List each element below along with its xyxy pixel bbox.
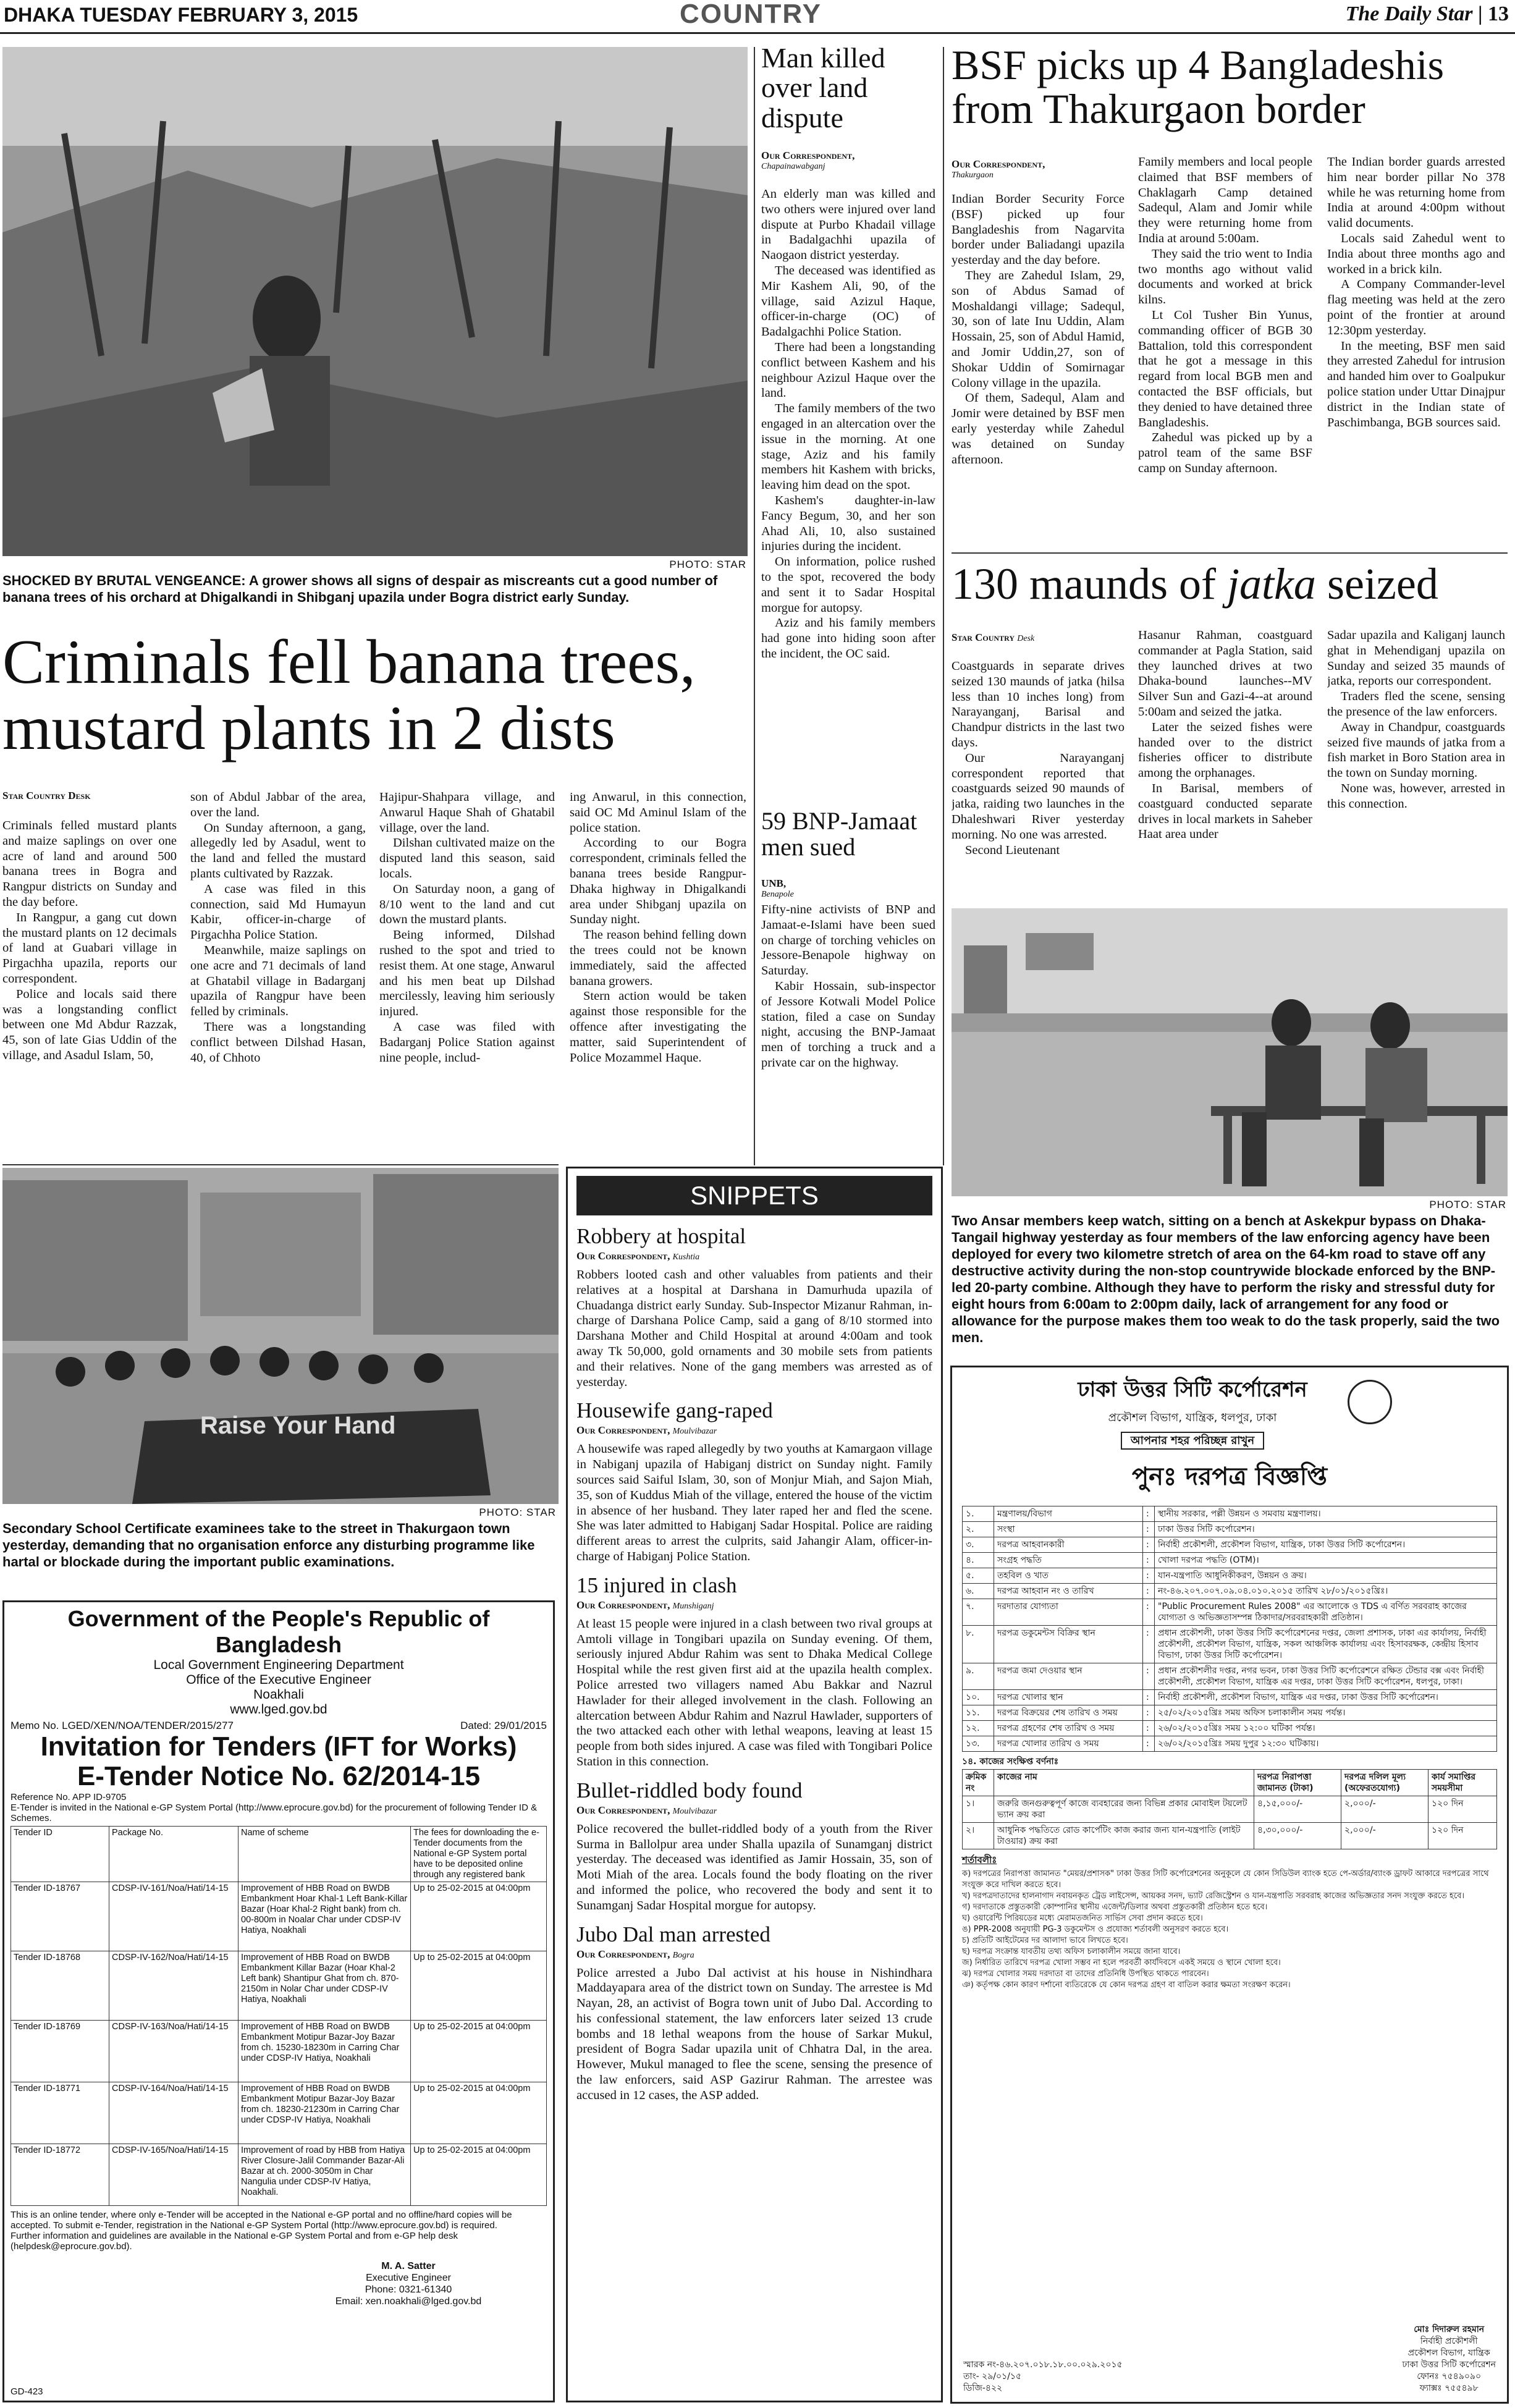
bsf-col-1 [952, 192, 1125, 544]
cell: CDSP-IV-163/Noa/Hati/14-15 [109, 2020, 238, 2082]
masthead: The Daily Star [1345, 2, 1473, 25]
cell: : [1143, 1626, 1155, 1663]
banana-col-1 [2, 818, 177, 1164]
jatka-col-3 [1327, 628, 1505, 895]
snippet-heading: Robbery at hospital [576, 1224, 746, 1248]
tender-phone: Phone: 0321-61340 [365, 2284, 452, 2295]
snippet-place: Munshiganj [672, 1601, 714, 1611]
bsf-c2-p3: Lt Col Tusher Bin Yunus, commanding officer of BGB 30 Battalion, told this correspondent that he got a message in this regard from local BGB men and contacted the BSF officials, but they denied to have detained three Bangladeshis. [1138, 308, 1312, 429]
jatka-c1-p2: Our Narayanganj correspondent reported that coastguards seized 90 maunds of jatka, raiding two launches in the Dhaleshwari River yesterday morning. No one was arrested. [952, 751, 1125, 842]
cell: ৫. [963, 1568, 994, 1584]
table-row [11, 2082, 547, 2144]
tender-title: Invitation for Tenders (IFT for Works) [40, 1731, 517, 1762]
cell: সংস্থা [994, 1522, 1143, 1537]
dncc-signature [1402, 2324, 1496, 2394]
dncc-heading: পুনঃ দরপত্র বিজ্ঞপ্তি [1131, 1463, 1328, 1491]
mk-p6: On information, police rushed to the spot, recovered the body and sent it to Sadar Hospital morgue for autopsy. [761, 555, 935, 615]
cell: : [1143, 1537, 1155, 1553]
banana-c1-p3: Police and locals said there was a longstanding conflict between one Md Abdur Razzak, 45, son of late Gias Uddin of the village, and Asadul Islam, 50, [2, 987, 177, 1062]
cell: কার্য সমাপ্তির সময়সীমা [1428, 1770, 1497, 1796]
banana-caption-text: A grower shows all signs of despair as miscreants cut a good number of banana trees of his orchard at Dhigalkandi in Shibganj upazila under Bogra district early Sunday. [2, 573, 718, 605]
banana-c4-p4: Stern action would be taken against those responsible for the offence after investigating the matter, said Superintendent of Police Mozammel Haque. [570, 989, 746, 1065]
tender-sign-name: M. A. Satter [381, 2260, 436, 2271]
table-row [963, 1721, 1497, 1736]
mk-p4: The family members of the two engaged in an altercation over the issue in the morning. At one stage, Aziz and his family members hit Kashem with bricks, leaving him dead on the spot. [761, 402, 935, 492]
cell: মন্ত্রণালয়/বিভাগ [994, 1506, 1143, 1522]
cell: Improvement of HBB Road on BWDB Embankment Killar Bazar (Hoar Khal-2 Left bank) Shantipur Ghat from ch. 870-2150m in Nolar Char under CDSP-IV Hatiya, Noakhali [238, 1951, 411, 2020]
section-title: COUNTRY [680, 0, 822, 29]
cell: দরপত্র আহবানকারী [994, 1537, 1143, 1553]
man-killed-byline [761, 150, 932, 172]
tender-table [11, 1826, 547, 2206]
bsf-col-3 [1327, 154, 1505, 544]
jatka-headline-c: seized [1315, 559, 1438, 609]
snippet-place: Moulvibazar [672, 1806, 717, 1816]
banana-col-4 [570, 790, 746, 1164]
jatka-col-1 [952, 659, 1125, 895]
bsf-place: Thakurgaon [952, 171, 994, 180]
banana-photo-credit: PHOTO: STAR [669, 559, 746, 570]
cell: নির্বাহী প্রকৌশলী, প্রকৌশল বিভাগ, যান্ত্রিক, ঢাকা উত্তর সিটি কর্পোরেশন। [1155, 1537, 1497, 1553]
tender-memo-line [11, 1720, 547, 1732]
table-row [11, 2144, 547, 2205]
cell: ৬. [963, 1584, 994, 1599]
cell: : [1143, 1506, 1155, 1522]
bsf-c2-p2: They said the trio went to India two months ago without valid documents and worked at brick kilns. [1138, 247, 1312, 307]
list-item: জ) নির্ধারিত তারিখে দরপত্র খোলা সম্ভব না হলে পরবর্তী কার্যদিবসে একই সময়ে ও স্থানে খোলা হবে। [962, 1958, 1281, 1967]
table-row [11, 1951, 547, 2020]
cell: ১৩. [963, 1736, 994, 1752]
banana-c3-p2: Dilshan cultivated maize on the disputed land this season, said locals. [379, 836, 555, 881]
dncc-memo [963, 2359, 1123, 2394]
snippet-text: At least 15 people were injured in a clash between two rival groups at Amtoli village in Tongibari upazila on Sunday evening. Of them, seriously injured Abdur Rahim was sent to Dhaka Medical College Hospital while the rest given first aid at the upazila health complex. Police arrested two villagers named Abu Bakkar and Nazrul Hawlader for their alleged involvement in the clash. Following an altercation between Abdur Rahim and Nazrul Hawlader, supporters of the two attacked each other with lethal weapons, leaving at least 15 people from both sides injured. A case was filed with Tongibari Police Station in this connection. [576, 1616, 932, 1768]
ssc-photo [2, 1168, 559, 1504]
cell: : [1143, 1584, 1155, 1599]
tender-note-1: This is an online tender, where only e-Tender will be accepted in the National e-GP portal and no offline/hard copies will be accepted. To submit e-Tender, registration in the National e-GP System Portal (http://www.eprocure.gov.bd) is required. [11, 2209, 512, 2231]
table-row [11, 1882, 547, 1951]
cell: প্রধান প্রকৌশলীর দপ্তর, নগর ভবন, ঢাকা উত্তর সিটি কর্পোরেশনে রক্ষিত টেন্ডার বক্স এবং নির্বাহী প্রকৌশলী, প্রকৌশল বিভাগ, যান্ত্রিক এর দপ্তর, ঢাকা উত্তর সিটি কর্পোরেশন, ধলপুর, ঢাকা। [1155, 1663, 1497, 1690]
cell: ৩. [963, 1537, 994, 1553]
dncc-memo-date: তাং- ২৯/০১/১৫ [963, 2372, 1022, 2381]
table-row [963, 1599, 1497, 1626]
page-header [0, 0, 1515, 34]
cell: কাজের নাম [994, 1770, 1254, 1796]
cell: জরুরি জনগুরুত্বপূর্ণ কাজে ব্যবহারের জন্য বিভিন্ন প্রকার মোবাইল টয়লেট ভ্যান ক্রয় করা [994, 1796, 1254, 1823]
cell: : [1143, 1522, 1155, 1537]
dncc-info-table [962, 1506, 1497, 1752]
list-item: চ) প্রতিটি আইটেমের দর আলাদা ভাবে লিখতে হবে। [962, 1936, 1128, 1945]
jatka-c1-p3: Second Lieutenant [965, 843, 1060, 857]
bsf-headline: BSF picks up 4 Bangladeshis from Thakurgaon border [952, 41, 1445, 133]
cell: ১২০ দিন [1428, 1796, 1497, 1823]
banana-c2-p5: There was a longstanding conflict between Dilshad Hasan, 40, of Chhoto [190, 1020, 366, 1065]
cell: Tender ID-18772 [11, 2144, 109, 2205]
ssc-photo-credit: PHOTO: STAR [479, 1506, 556, 1518]
th-tender-id: Tender ID [11, 1826, 109, 1882]
jatka-headline-a: 130 maunds of [952, 559, 1227, 609]
page-number: 13 [1488, 2, 1509, 25]
cell: দরদাতার যোগ্যতা [994, 1599, 1143, 1626]
banana-photo [2, 47, 748, 556]
cell: ১২. [963, 1721, 994, 1736]
dncc-phone: ফোনঃ ৭৫৪৯০৯০ [1417, 2372, 1482, 2381]
banana-c3-p4: Being informed, Dilshad rushed to the spot and tried to resist them. At one stage, Anwarul and his men beat up Dilshad mercilessly, leaving him seriously injured. [379, 928, 555, 1019]
cell: সংগ্রহ পদ্ধতি [994, 1553, 1143, 1568]
snippet-place: Kushtia [672, 1253, 700, 1262]
bnp-p1: Fifty-nine activists of BNP and Jamaat-e-Islami have been sued on charge of torching vehicles on Jessore-Benapole highway on Saturday. [761, 903, 935, 978]
jatka-c3-p1: Sadar upazila and Kaliganj launch ghat in Mehendiganj upazila on Sunday and seized 35 maunds of jatka, reports our correspondent. [1327, 628, 1505, 688]
tender-gov: Government of the People's Republic of Bangladesh [67, 1606, 490, 1657]
tender-intro: E-Tender is invited in the National e-GP System Portal (http://www.eprocure.gov.bd) for the procurement of following Tender ID & Schemes. [11, 1802, 538, 1823]
cell: ১২০ দিন [1428, 1823, 1497, 1849]
dncc-notice [950, 1366, 1509, 2404]
table-row [963, 1553, 1497, 1568]
dncc-work-table [962, 1769, 1497, 1849]
snippet-byline [576, 1599, 932, 1612]
cell: Improvement of road by HBB from Hatiya River Closure-Jalil Commander Bazar-Ali Bazar at ch. 2000-3050m in Char Nangulia under CDSP-IV Hatiya, Noakhali. [238, 2144, 411, 2205]
banana-c2-p4: Meanwhile, maize saplings on one acre and 71 decimals of land at Ghatabil village in Badarganj upazila of Rangpur have been felled by criminals. [190, 943, 366, 1019]
snippet-text: Robbers looted cash and other valuables from patients and their relatives at a hospital at Darshana in Damurhuda upazila of Chuadanga district early Sunday. Sub-Inspector Mizanur Rahman, in-charge of Darshana Police Camp, said a gang of 8/10 stormed into Darshana Mother and Child Hospital at around 4:00am and took away Tk 50,000, gold ornaments and 30 mobile sets from patients and their relatives. None of the gang members was arrested as of yesterday. [576, 1268, 932, 1389]
table-row [11, 2020, 547, 2082]
mk-p5: Kashem's daughter-in-law Fancy Begum, 30, and her son Ahad Ali, 10, also sustained injuries during the incident. [761, 493, 935, 554]
cell: নং-৪৬.২০৭.০০৭.০৯.০৪.০১০.২০১৫ তারিখ ২৮/০১/২০১৫খ্রিঃ। [1155, 1584, 1497, 1599]
snippet-by: Our Correspondent, [576, 1804, 670, 1816]
snippet-place: Bogra [672, 1950, 694, 1960]
cell: তহবিল ও খাত [994, 1568, 1143, 1584]
jatka-c3-p2: Traders fled the scene, sensing the presence of the law enforcers. [1327, 690, 1505, 719]
bsf-c2-p4: Zahedul was picked up by a patrol team of the same BSF camp on Sunday afternoon. [1138, 431, 1312, 475]
table-row [963, 1770, 1497, 1796]
cell: ঢাকা উত্তর সিটি কর্পোরেশন। [1155, 1522, 1497, 1537]
bsf-c2-p1: Family members and local people claimed that BSF members of Chaklagarh Camp detained Sadequl, Alam and Jomir while they were returning home from India at around 5:00am. [1138, 155, 1312, 245]
snippet-heading: Jubo Dal man arrested [576, 1922, 770, 1946]
divider [754, 47, 755, 1165]
mk-p3: There had been a longstanding conflict between Kashem and his neighbour Azizul Haque over the land. [761, 340, 935, 400]
cell: ৮. [963, 1626, 994, 1663]
tender-note-2: Further information and guidelines are available in the National e-GP System Portal and from e-GP help desk (helpdesk@eprocure.gov.bd). [11, 2230, 458, 2252]
dncc-sign-line: প্রকৌশল বিভাগ, যান্ত্রিক [1407, 2348, 1490, 2358]
ansar-caption: Two Ansar members keep watch, sitting on a bench at Askekpur bypass on Dhaka-Tangail highway yesterday as four members of the law enforcing agency have been deployed for every two kilometre stretch of area on the 64-km road to stave off any destructive activity during the non-stop countrywide blockade enforced by the BNP-led 20-party combine. Although they have to perform the risky and stressful duty for eight hours from 6:00am to 2:00pm daily, lack of arrangement for any food or allowance for the purpose makes them too weak to do the task properly, said the two men. [952, 1213, 1500, 1345]
bnp-byline-text: UNB, [761, 877, 787, 889]
cell: Tender ID-18768 [11, 1951, 109, 2020]
mk-p1: An elderly man was killed and two others were injured over land dispute at Purbo Khadail village in Badalgachhi upazila of Naogaon district yesterday. [761, 187, 935, 263]
table-row [963, 1690, 1497, 1705]
dncc-sub: প্রকৌশল বিভাগ, যান্ত্রিক, ধলপুর, ঢাকা [1108, 1411, 1277, 1424]
jatka-c2-p2: Later the seized fishes were handed over to the district fisheries officer to distribute among the orphanages. [1138, 720, 1312, 780]
th-scheme: Name of scheme [238, 1826, 411, 1882]
banana-c3-p3: On Saturday noon, a gang of 8/10 went to the land and cut down the mustard plants. [379, 882, 555, 927]
cell: Tender ID-18769 [11, 2020, 109, 2082]
bsf-c3-p2: Locals said Zahedul went to India about three months ago and worked in a brick kiln. [1327, 231, 1505, 276]
mk-p7: Aziz and his family members had gone into hiding soon after the incident, the OC said. [761, 616, 935, 661]
tender-dept: Local Government Engineering Department [153, 1658, 404, 1672]
bnp-p2: Kabir Hossain, sub-inspector of Jessore Kotwali Model Police station, filed a case on Sunday night, accusing the BNP-Jamaat men of torching a truck and a private car on the highway. [761, 979, 935, 1070]
cell: দরপত্র বিক্রয়ের শেষ তারিখ ও সময় [994, 1705, 1143, 1721]
table-row [963, 1663, 1497, 1690]
cell: : [1143, 1721, 1155, 1736]
tender-table-header [11, 1826, 547, 1882]
ansar-photo-credit: PHOTO: STAR [1429, 1199, 1506, 1210]
cell: যান-যন্ত্রপাতি আধুনিকীকরণ, উন্নয়ন ও ক্রয়। [1155, 1568, 1497, 1584]
cell: : [1143, 1663, 1155, 1690]
jatka-c3-p3: Away in Chandpur, coastguards seized five maunds of jatka from a fish market in Boro Station area in the town on Sunday morning. [1327, 720, 1505, 780]
cell: Up to 25-02-2015 at 04:00pm [411, 2082, 547, 2144]
table-row [963, 1823, 1497, 1849]
snippet-byline [576, 1250, 932, 1262]
cell: Up to 25-02-2015 at 04:00pm [411, 2020, 547, 2082]
cell: দরপত্র দলিল মূল্য (অফেরতযোগ্য) [1341, 1770, 1428, 1796]
cell: আধুনিক পদ্ধতিতে রোড কার্পেটিং কাজ করার জন্য যান-যন্ত্রপাতি (লাইট টাওয়ার) ক্রয় করা [994, 1823, 1254, 1849]
jatka-byline-text: Star Country [952, 632, 1015, 643]
list-item: ঙ) PPR-2008 অনুযায়ী PG-3 ডকুমেন্টস ও প্রযোজ্য শর্তাবলী অনুসরণ করতে হবে। [962, 1925, 1229, 1934]
cell: দরপত্র খোলার তারিখ ও সময় [994, 1736, 1143, 1752]
cell: ৪,৩০,০০০/- [1254, 1823, 1341, 1849]
cell: Tender ID-18767 [11, 1882, 109, 1951]
bsf-c1-p2: They are Zahedul Islam, 29, son of Abdus Samad of Moshaldangi village; Sadequl, 30, son of late Inu Uddin, Alam Hossain, 25, son of Abdul Hamid, and Jomir Uddin,27, son of Shokar Uddin of Somirnagar Colony village in the upazila. [952, 268, 1125, 390]
cell: দরপত্র আহবান নং ও তারিখ [994, 1584, 1143, 1599]
jatka-c2-p3: In Barisal, members of coastguard conducted separate drives in local markets in Saheber Haat area under [1138, 781, 1312, 842]
bnp-body [761, 902, 935, 1162]
banana-col-2 [190, 790, 366, 1164]
dncc-conditions [962, 1869, 1497, 1991]
dncc-memo-no: স্মারক নং-৪৬.২০৭.০১৮.১৮.০০.০২৯.২০১৫ [963, 2360, 1123, 2370]
cell: ১. [963, 1506, 994, 1522]
snippet-byline [576, 1424, 932, 1437]
cell: Improvement of HBB Road on BWDB Embankment Motipur Bazar-Joy Bazar from ch. 18230-21230m in Carring Char under CDSP-IV Hatiya, Noakhali [238, 2082, 411, 2144]
bsf-c3-p1: The Indian border guards arrested him near border pillar No 378 while he was returning home from India at around 4:00pm without valid documents. [1327, 155, 1505, 230]
snippets-box [566, 1167, 943, 2402]
cell: ৭. [963, 1599, 994, 1626]
dncc-sign-line: ঢাকা উত্তর সিটি কর্পোরেশন [1402, 2360, 1496, 2370]
dncc-sign-name: মোঃ দিদারুল রহমান [1414, 2325, 1485, 2334]
cell: ২. [963, 1522, 994, 1537]
jatka-byline [952, 632, 1125, 644]
snippet-heading: Housewife gang-raped [576, 1398, 773, 1423]
tender-office: Office of the Executive Engineer [186, 1673, 371, 1687]
jatka-c1-p1: Coastguards in separate drives seized 130 maunds of jatka (hilsa less than 10 inches long) from Narayanganj, Barisal and Chandpur districts in the last two days. [952, 659, 1125, 750]
banana-c4-p1: ing Anwarul, in this connection, said OC Md Aminul Islam of the police station. [570, 790, 746, 835]
rule-h [952, 552, 1508, 554]
mk-p2: The deceased was identified as Mir Kashem Ali, 90, of the village, said Azizul Haque, officer-in-charge (OC) of Badalgachhi Police Station. [761, 263, 935, 339]
banana-c3-p5: A case was filed with Badarganj Police Station against nine people, includ- [379, 1020, 555, 1065]
bsf-byline-text: Our Correspondent, [952, 158, 1045, 170]
ssc-banner-text: Raise Your Hand [200, 1412, 396, 1439]
bnp-place: Benapole [761, 890, 794, 899]
cell: দরপত্র ডকুমেন্টস বিক্রির স্থান [994, 1626, 1143, 1663]
tender-notice-no: E-Tender Notice No. 62/2014-15 [77, 1761, 481, 1792]
bnp-headline: 59 BNP-Jamaat men sued [761, 807, 918, 861]
list-item: ঘ) ওয়ারেন্টি পিরিয়ডের মধ্যে মেরামতজনিত সার্ভিস সেবা প্রদান করতে হবে। [962, 1914, 1203, 1923]
table-row [963, 1506, 1497, 1522]
cell: Up to 25-02-2015 at 04:00pm [411, 1951, 547, 2020]
cell: ২৫/০২/২০১৫খ্রিঃ সময় অফিস চলাকালীন সময় পর্যন্ত। [1155, 1705, 1497, 1721]
table-row [963, 1584, 1497, 1599]
bsf-col-2 [1138, 154, 1312, 544]
cell: ২,০০০/- [1341, 1823, 1428, 1849]
list-item: ক) দরপত্রের নিরাপত্তা জামানত "মেয়র/প্রশাসক" ঢাকা উত্তর সিটি কর্পোরেশনের অনুকূলে যে কোন সিডিউল ব্যাংক হতে পে-অর্ডার/ব্যাংক ড্রাফট আকারে দরপত্রের সাথে সংযুক্ত করে দাখিল করতে হবে। [962, 1869, 1489, 1890]
snippet-by: Our Correspondent, [576, 1948, 670, 1960]
snippet-text: Police recovered the bullet-riddled body of a youth from the River Surma in Ballolpur area under Shalla upazila of Sunamganj district yesterday. The deceased was identified as Jamir Hossain, 35, son of Moti Miah of the area. Locals found the body floating on the river and informed the police, who recovered the body and sent it to Sunamganj Sadar Hospital morgue for autopsy. [576, 1822, 932, 1912]
bsf-c3-p4: In the meeting, BSF men said they arrested Zahedul for intrusion and handed him over to Goalpukur police station under Uttar Dinajpur district in the Indian state of Paschimbanga, BGB sources said. [1327, 339, 1505, 429]
dncc-sign-line: নির্বাহী প্রকৌশলী [1420, 2336, 1478, 2346]
cell: CDSP-IV-165/Noa/Hati/14-15 [109, 2144, 238, 2205]
cell: : [1143, 1599, 1155, 1626]
cell: : [1143, 1553, 1155, 1568]
cell: Up to 25-02-2015 at 04:00pm [411, 1882, 547, 1951]
tender-sign-title: Executive Engineer [366, 2272, 451, 2283]
bsf-c1-p1: Indian Border Security Force (BSF) picked up four Bangladeshis from Nagarvita border under Baliadangi upazila yesterday and the day before. [952, 192, 1125, 268]
table-row [963, 1796, 1497, 1823]
cell: ১০. [963, 1690, 994, 1705]
snippets-title: SNIPPETS [576, 1176, 932, 1215]
dncc-cond-title: শর্তাবলীঃ [962, 1854, 997, 1865]
list-item: খ) দরপত্রদাতাদের হালনাগাদ নবায়নকৃত ট্রেড লাইসেন্স, আয়কর সনদ, ভ্যাট রেজিস্ট্রেশন ও যান-যন্ত্রপাতি সরবরাহ কাজের অভিজ্ঞতার সনদ সংযুক্ত করতে হবে। [962, 1891, 1464, 1901]
man-killed-byline-text: Our Correspondent, [761, 150, 855, 161]
cell: : [1143, 1568, 1155, 1584]
list-item: ঞ) কর্তৃপক্ষ কোন কারণ দর্শানো ব্যতিরেকে যে কোন দরপত্র গ্রহণ বা বাতিল করার ক্ষমতা সংরক্ষণ করেন। [962, 1980, 1291, 1990]
dncc-desc-label: ১৪. কাজের সংক্ষিপ্ত বর্ণনাঃ [962, 1757, 1059, 1767]
banana-c1-p2: In Rangpur, a gang cut down the mustard plants on 12 decimals of land at Guabari village in Pirgachha upazila, reports our correspondent. [2, 910, 177, 986]
cell: CDSP-IV-161/Noa/Hati/14-15 [109, 1882, 238, 1951]
banana-caption [2, 572, 750, 606]
snippet-place: Moulvibazar [672, 1427, 717, 1437]
list-item: ঝ) দরপত্র খোলার সময় দরদাতা বা তাদের প্রতিনিধি উপস্থিত থাকতে পারবেন। [962, 1969, 1209, 1979]
table-row [963, 1626, 1497, 1663]
banana-col-3 [379, 790, 555, 1164]
banana-c2-p2: On Sunday afternoon, a gang, allegedly led by Asadul, went to the land and felled the mustard plants cultivated by Razzak. [190, 821, 366, 881]
cell: : [1143, 1690, 1155, 1705]
banana-caption-lead: SHOCKED BY BRUTAL VENGEANCE: [2, 573, 246, 588]
cell: দরপত্র নিরাপত্তা জামানত (টাকা) [1254, 1770, 1341, 1796]
banana-c1-p1: Criminals felled mustard plants and maize saplings on over one acre of land and around 500 banana trees in Bogra and Rangpur districts on Sunday and the day before. [2, 819, 177, 909]
cell: ১১. [963, 1705, 994, 1721]
jatka-place: Desk [1017, 634, 1035, 643]
cell: প্রধান প্রকৌশলী, ঢাকা উত্তর সিটি কর্পোরেশনের দপ্তর, জেলা প্রশাসক, ঢাকা এর কার্যালয়, নির্বাহী প্রকৌশলী, প্রকৌশল বিভাগ, যান্ত্রিক, সকল আঞ্চলিক কার্যালয় এবং হিসাবরক্ষক, কেন্দ্রীয় হিসাব বিভাগ, ঢাকা উত্তর সিটি কর্পোরেশন। [1155, 1626, 1497, 1663]
snippet-by: Our Correspondent, [576, 1250, 670, 1262]
dncc-title: ঢাকা উত্তর সিটি কর্পোরেশন [1078, 1377, 1307, 1402]
jatka-headline [952, 561, 1508, 608]
bsf-c3-p3: A Company Commander-level flag meeting was held at the zero point of the frontier at around 12:30pm yesterday. [1327, 277, 1505, 337]
tender-code: GD-423 [11, 2386, 43, 2397]
cell: "Public Procurement Rules 2008" এর আলোকে ও TDS এ বর্ণিত সরবরাহ কাজের যোগ্যতা ও অভিজ্ঞতাসম্পন্ন ঠিকাদার/সরবরাহকারী প্রতিষ্ঠান। [1155, 1599, 1497, 1626]
tender-email: Email: xen.noakhali@lged.gov.bd [335, 2296, 482, 2307]
tender-signature [270, 2260, 547, 2307]
table-row [963, 1568, 1497, 1584]
man-killed-place: Chapainawabganj [761, 162, 825, 171]
cell: স্থানীয় সরকার, পল্লী উন্নয়ন ও সমবায় মন্ত্রণালয়। [1155, 1506, 1497, 1522]
tender-memo: Memo No. LGED/XEN/NOA/TENDER/2015/277 [11, 1720, 234, 1731]
ssc-caption: Secondary School Certificate examinees take to the street in Thakurgaon town yesterday, demanding that no organisation enforce any disturbing programme like hartal or blockade during the important public examinations. [2, 1521, 535, 1569]
bsf-byline [952, 158, 1125, 180]
jatka-c2-p1: Hasanur Rahman, coastguard commander at Pagla Station, said they launched drives at two Dhaka-bound launches--MV Silver Sun and Gazi-4--at around 5:00am and seized the jatka. [1138, 628, 1312, 719]
table-row [963, 1736, 1497, 1752]
cell: ৪,১৫,০০০/- [1254, 1796, 1341, 1823]
cell: Tender ID-18771 [11, 2082, 109, 2144]
banana-byline: Star Country Desk [2, 790, 91, 801]
man-killed-body [761, 187, 935, 798]
cell: খোলা দরপত্র পদ্ধতি (OTM)। [1155, 1553, 1497, 1568]
banana-headline: Criminals fell banana trees, mustard plants in 2 dists [2, 627, 696, 764]
table-row [963, 1537, 1497, 1553]
table-row [963, 1705, 1497, 1721]
tender-ref: Reference No. APP ID-9705 [11, 1791, 127, 1802]
cell: : [1143, 1736, 1155, 1752]
cell: দরপত্র খোলার স্থান [994, 1690, 1143, 1705]
cell: ২৬/০২/২০১৫খ্রিঃ সময় ১২:০০ ঘটিকা পর্যন্ত। [1155, 1721, 1497, 1736]
th-fees: The fees for downloading the e-Tender documents from the National e-GP System portal have to be deposited online through any registered bank [411, 1826, 547, 1882]
bsf-c1-p3: Of them, Sadequl, Alam and Jomir were detained by BSF men early yesterday while Zahedul was detained on Sunday afternoon. [952, 391, 1125, 467]
tender-notice [2, 1600, 555, 2402]
cell: CDSP-IV-162/Noa/Hati/14-15 [109, 1951, 238, 2020]
table-row [963, 1522, 1497, 1537]
dncc-fax: ফ্যাক্সঃ ৭৫৫৪৯৮ [1419, 2383, 1479, 2393]
ansar-photo [952, 908, 1508, 1196]
snippet-by: Our Correspondent, [576, 1599, 670, 1611]
cell: : [1143, 1705, 1155, 1721]
banana-c4-p2: According to our Bogra correspondent, criminals felled the banana trees beside Rangpur-Dhaka highway in Dhigalkandi area under Shibganj upazila on Sunday night. [570, 836, 746, 927]
th-package: Package No. [109, 1826, 238, 1882]
dateline: DHAKA TUESDAY FEBRUARY 3, 2015 [4, 4, 358, 26]
masthead-page: The Daily Star | 13 [1345, 2, 1509, 25]
cell: ২। [963, 1823, 994, 1849]
cell: নির্বাহী প্রকৌশলী, প্রকৌশল বিভাগ, যান্ত্রিক এর দপ্তর, ঢাকা উত্তর সিটি কর্পোরেশন। [1155, 1690, 1497, 1705]
tender-dated: Dated: 29/01/2015 [460, 1720, 547, 1731]
cell: দরপত্র গ্রহণের শেষ তারিখ ও সময় [994, 1721, 1143, 1736]
cell: Improvement of HBB Road on BWDB Embankment Motipur Bazar-Joy Bazar from ch. 15230-18230m in Carring Char under CDSP-IV Hatiya, Noakhali [238, 2020, 411, 2082]
cell: ৪. [963, 1553, 994, 1568]
snippet-byline [576, 1948, 932, 1961]
cell: CDSP-IV-164/Noa/Hati/14-15 [109, 2082, 238, 2144]
jatka-c3-p4: None was, however, arrested in this connection. [1327, 781, 1505, 811]
banana-c4-p3: The reason behind felling down the trees could not be known immediately, said the affected banana growers. [570, 928, 746, 988]
snippet-heading: 15 injured in clash [576, 1573, 737, 1597]
banana-c2-p3: A case was filed in this connection, said Md Humayun Kabir, officer-in-charge of Pirgachha Police Station. [190, 882, 366, 942]
snippet-text: A housewife was raped allegedly by two youths at Kamargaon village in Nabiganj upazila of Habiganj district on Sunday night. Family sources said Saiful Islam, 30, son of Monjur Miah, and Sajon Miah, 35, son of Kuddus Miah of the village, entered the house of the victim in absence of her husband. They later raped her and fled the scene. She was later admitted to Habiganj Sadar Hospital. Police are raiding different areas to arrest the culprits, said Jahangir Alam, officer-in-charge of Habiganj Police Station. [576, 1442, 932, 1563]
cell: ১। [963, 1796, 994, 1823]
cell: ৯. [963, 1663, 994, 1690]
dncc-slogan: আপনার শহর পরিচ্ছন্ন রাখুন [1121, 1432, 1264, 1450]
dncc-logo [1348, 1380, 1392, 1424]
dncc-memo-code: ডিজি-৪২২ [963, 2383, 1003, 2393]
jatka-headline-b: jatka [1226, 559, 1316, 609]
list-item: গ) দরদাতাকে প্রস্তুতকারী কোম্পানির স্থানীয় এজেন্ট/ডিলার অথবা প্রস্তুতকারী প্রতিষ্ঠান হতে হবে। [962, 1903, 1268, 1912]
cell: ২৬/০২/২০১৫খ্রিঃ সময় দুপুর ১২:৩০ ঘটিকায়। [1155, 1736, 1497, 1752]
cell: Improvement of HBB Road on BWDB Embankment Hoar Khal-1 Left Bank-Killar Bazar (Hoar Khal-2 Right bank) from ch. 00-800m in Noalar Char under CDSP-IV Hatiya, Noakhali [238, 1882, 411, 1951]
list-item: ছ) দরপত্র সংক্রান্ত যাবতীয় তথ্য অফিস চলাকালীন সময়ে জানা যাবে। [962, 1947, 1181, 1956]
snippet-heading: Bullet-riddled body found [576, 1778, 803, 1802]
man-killed-headline: Man killed over land dispute [761, 42, 885, 133]
snippet-text: Police arrested a Jubo Dal activist at his house in Nishindhara Maddayapara area of the district town on Sunday. The arrestee is Md Nayan, 28, an activist of Bogra town unit of Jubo Dal. According to his confessional statement, the law enforcers later seized 13 crude bombs and 18 lethal weapons from the house of Sarkar Mukul, president of Bogra Sadar upazila unit of Chhatra Dal, in the area. However, Mukul managed to flee the scene, sensing the presence of the law enforcers, said ASP Gazirur Rahman. The arrestee was accused in 12 cases, the ASP added. [576, 1966, 932, 2102]
cell: Up to 25-02-2015 at 04:00pm [411, 2144, 547, 2205]
tender-district: Noakhali [253, 1688, 304, 1702]
banana-c3-p1: Hajipur-Shahpara village, and Anwarul Haque Shah of Ghatabil village, over the land. [379, 790, 555, 835]
rule-h [2, 1164, 559, 1165]
cell: ২,০০০/- [1341, 1796, 1428, 1823]
cell: দরপত্র জমা দেওয়ার স্থান [994, 1663, 1143, 1690]
cell: ক্রমিক নং [963, 1770, 994, 1796]
jatka-col-2 [1138, 628, 1312, 895]
tender-web: www.lged.gov.bd [230, 1702, 327, 1717]
bnp-byline [761, 877, 934, 900]
snippet-byline [576, 1804, 932, 1817]
banana-c2-p1: son of Abdul Jabbar of the area, over the land. [190, 790, 366, 819]
snippet-by: Our Correspondent, [576, 1424, 670, 1437]
divider [943, 47, 944, 1165]
